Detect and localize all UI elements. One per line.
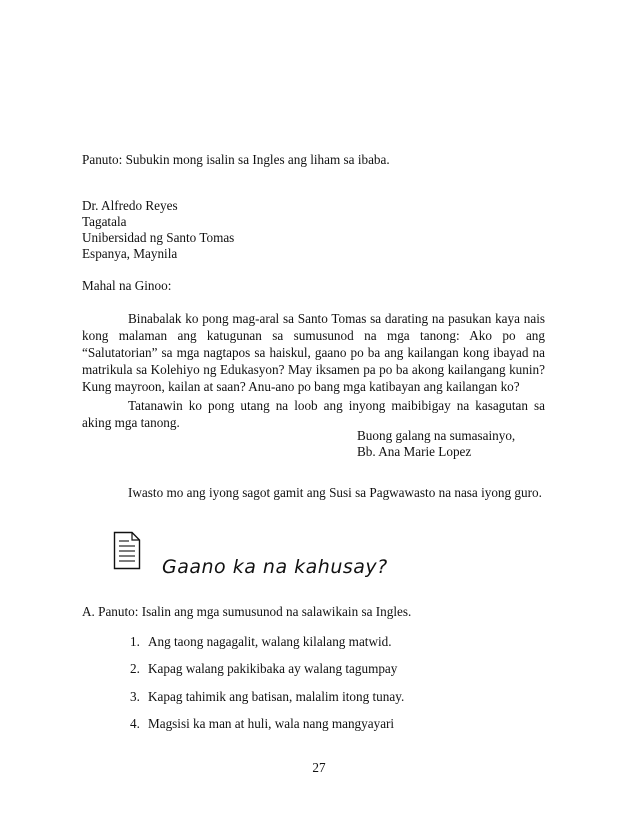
exercise-item: [130, 661, 397, 677]
letter-paragraph-2: [82, 397, 545, 431]
exercise-item: [130, 634, 392, 650]
document-icon: [113, 531, 141, 570]
exercise-instruction: A. Panuto: Isalin ang mga sumusunod na salawikain sa Ingles.: [82, 604, 412, 619]
exercise-item-number: 2.: [130, 661, 140, 676]
check-instruction: Iwasto mo ang iyong sagot gamit ang Susi sa Pagwawasto na nasa iyong guro.: [128, 485, 542, 500]
recipient-name: Dr. Alfredo Reyes: [82, 198, 178, 213]
letter-paragraph-1-text: Binabalak ko pong mag-aral sa Santo Tomas sa darating na pasukan kaya nais kong malaman ang katugunan sa sumusunod na mga tanong: Ako po ang “Salutatorian” sa mga nagtapos sa haiskul, gaano po ba ang kailangan kong ibayad na matrikula sa Kolehiyo ng Edukasyon? May iksamen pa po ba akong kailangang kunin? Kung mayroon, kailan at saan? Anu-ano po bang mga katibayan ang kailangan ko?: [82, 311, 545, 394]
recipient-institution: Unibersidad ng Santo Tomas: [82, 230, 235, 245]
exercise-item-text: Kapag walang pakikibaka ay walang tagumpay: [148, 661, 398, 676]
section-title: Gaano ka na kahusay?: [162, 556, 388, 578]
exercise-item-text: Ang taong nagagalit, walang kilalang matwid.: [148, 634, 392, 649]
closing-line: Buong galang na sumasainyo,: [357, 428, 516, 443]
exercise-item-number: 3.: [130, 689, 140, 704]
signature-name: Bb. Ana Marie Lopez: [357, 444, 472, 459]
exercise-item: [130, 689, 404, 705]
exercise-item: [130, 716, 394, 732]
page-number: 27: [312, 760, 326, 775]
recipient-address: Espanya, Maynila: [82, 246, 178, 261]
exercise-item-number: 4.: [130, 716, 140, 731]
letter-paragraph-1: [82, 310, 545, 395]
salutation: Mahal na Ginoo:: [82, 278, 172, 293]
instruction-text: Panuto: Subukin mong isalin sa Ingles ang liham sa ibaba.: [82, 152, 390, 167]
exercise-item-text: Kapag tahimik ang batisan, malalim itong tunay.: [148, 689, 405, 704]
exercise-item-text: Magsisi ka man at huli, wala nang mangyayari: [148, 716, 395, 731]
exercise-item-number: 1.: [130, 634, 140, 649]
letter-paragraph-2-text: Tatanawin ko pong utang na loob ang inyong maibibigay na kasagutan sa aking mga tanong.: [82, 398, 545, 430]
recipient-title: Tagatala: [82, 214, 127, 229]
